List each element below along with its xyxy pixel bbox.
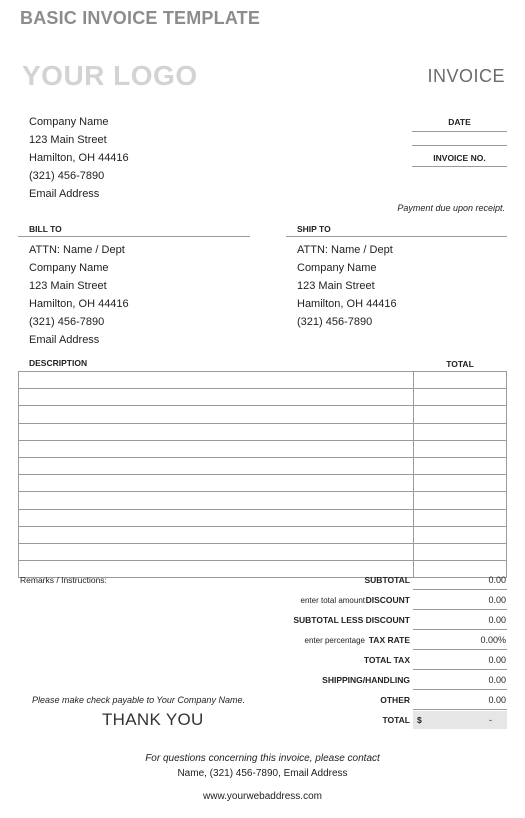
company-phone: (321) 456-7890 (29, 170, 105, 182)
invoice-no-field[interactable] (412, 166, 507, 167)
discount-line (413, 609, 507, 610)
shipping-line (413, 689, 507, 690)
subtotal-line (413, 589, 507, 590)
total-cell[interactable] (414, 457, 507, 474)
table-row (19, 492, 507, 509)
remarks-label: Remarks / Instructions: (20, 575, 107, 585)
tax-rate-value[interactable]: 0.00% (480, 635, 506, 645)
ship-to-company: Company Name (297, 262, 377, 274)
bill-to-divider (18, 236, 250, 237)
footer-website[interactable]: www.yourwebaddress.com (203, 791, 322, 802)
ship-to-divider (286, 236, 507, 237)
ship-to-label: SHIP TO (297, 224, 331, 234)
description-cell[interactable] (19, 423, 414, 440)
bill-to-label: BILL TO (29, 224, 62, 234)
total-cell[interactable] (414, 406, 507, 423)
description-cell[interactable] (19, 406, 414, 423)
tax-rate-hint: enter percentage (304, 636, 365, 645)
description-cell[interactable] (19, 372, 414, 389)
table-row (19, 406, 507, 423)
table-row (19, 389, 507, 406)
bill-to-phone: (321) 456-7890 (29, 316, 105, 328)
thank-you: THANK YOU (102, 710, 204, 729)
invoice-heading: INVOICE (427, 66, 505, 86)
description-cell[interactable] (19, 526, 414, 543)
subtotal-less-discount-label: SUBTOTAL LESS DISCOUNT (293, 615, 410, 625)
date-underline (412, 131, 507, 132)
shipping-label: SHIPPING/HANDLING (322, 675, 410, 685)
total-cell[interactable] (414, 423, 507, 440)
table-row (19, 457, 507, 474)
description-header: DESCRIPTION (29, 358, 88, 368)
subtotal-less-discount-value: 0.00 (488, 615, 506, 625)
bill-to-attn: ATTN: Name / Dept (29, 244, 125, 256)
total-cell[interactable] (414, 526, 507, 543)
description-cell[interactable] (19, 457, 414, 474)
ship-to-city: Hamilton, OH 44416 (297, 298, 397, 310)
table-row (19, 509, 507, 526)
payable-note: Please make check payable to Your Company Name. (32, 695, 245, 705)
total-tax-value: 0.00 (488, 655, 506, 665)
payment-note: Payment due upon receipt. (397, 203, 505, 213)
description-cell[interactable] (19, 492, 414, 509)
description-cell[interactable] (19, 475, 414, 492)
subtotal-less-line (413, 629, 507, 630)
table-row (19, 526, 507, 543)
total-cell[interactable] (414, 509, 507, 526)
total-cell[interactable] (414, 440, 507, 457)
tax-rate-line (413, 649, 507, 650)
description-cell[interactable] (19, 440, 414, 457)
company-city: Hamilton, OH 44416 (29, 152, 129, 164)
currency-symbol: $ (417, 715, 422, 725)
company-street: 123 Main Street (29, 134, 107, 146)
table-row (19, 372, 507, 389)
company-name: Company Name (29, 116, 109, 128)
ship-to-attn: ATTN: Name / Dept (297, 244, 393, 256)
total-tax-label: TOTAL TAX (363, 655, 410, 665)
other-value[interactable]: 0.00 (488, 695, 506, 705)
total-cell[interactable] (414, 475, 507, 492)
invoice-no-label: INVOICE NO. (433, 153, 486, 163)
bill-to-street: 123 Main Street (29, 280, 107, 292)
footer-questions: For questions concerning this invoice, please contact (145, 753, 380, 764)
table-row (19, 423, 507, 440)
other-line (413, 709, 507, 710)
total-header: TOTAL (446, 359, 474, 369)
ship-to-phone: (321) 456-7890 (297, 316, 373, 328)
bill-to-city: Hamilton, OH 44416 (29, 298, 129, 310)
discount-value[interactable]: 0.00 (488, 595, 506, 605)
date-field[interactable] (412, 145, 507, 146)
grand-total-value: - (489, 715, 492, 725)
tax-rate-label: TAX RATE (368, 635, 410, 645)
total-tax-line (413, 669, 507, 670)
total-cell[interactable] (414, 543, 507, 560)
ship-to-street: 123 Main Street (297, 280, 375, 292)
description-cell[interactable] (19, 389, 414, 406)
other-label: OTHER (380, 695, 410, 705)
table-row (19, 440, 507, 457)
page-title: BASIC INVOICE TEMPLATE (20, 8, 261, 28)
grand-total-label: TOTAL (382, 715, 410, 725)
subtotal-value: 0.00 (488, 575, 506, 585)
date-label: DATE (448, 117, 471, 127)
table-row (19, 475, 507, 492)
subtotal-label: SUBTOTAL (364, 575, 410, 585)
description-cell[interactable] (19, 543, 414, 560)
bill-to-company: Company Name (29, 262, 109, 274)
table-row (19, 543, 507, 560)
shipping-value[interactable]: 0.00 (488, 675, 506, 685)
total-cell[interactable] (414, 372, 507, 389)
bill-to-email: Email Address (29, 334, 100, 346)
total-cell[interactable] (414, 492, 507, 509)
description-cell[interactable] (19, 509, 414, 526)
discount-hint: enter total amount (300, 596, 365, 605)
company-email: Email Address (29, 188, 100, 200)
discount-label: DISCOUNT (365, 595, 410, 605)
total-cell[interactable] (414, 389, 507, 406)
footer-contact: Name, (321) 456-7890, Email Address (177, 768, 348, 779)
line-items-table (18, 371, 507, 578)
logo-placeholder: YOUR LOGO (22, 60, 198, 91)
